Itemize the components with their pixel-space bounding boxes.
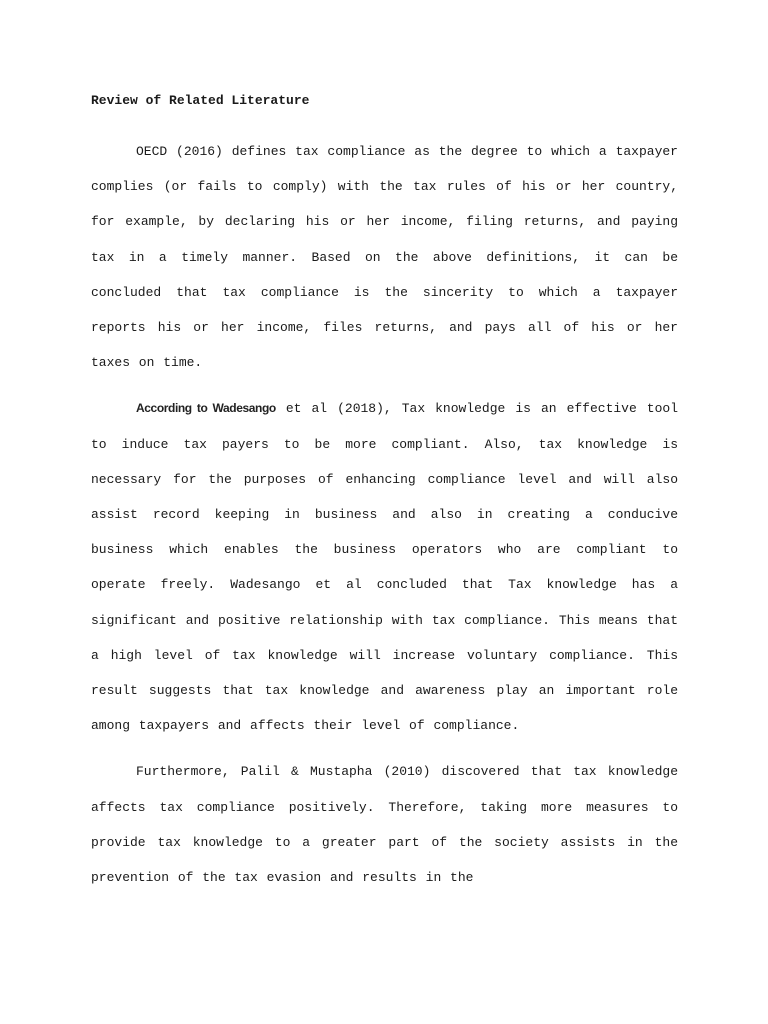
document-body — [91, 88, 678, 906]
section-heading: Review of Related Literature — [91, 93, 310, 108]
paragraph-palil-mustapha: Furthermore, Palil & Mustapha (2010) discovered that tax knowledge affects tax compliance positively. Therefore, taking more measures to provide tax knowledge to a greater part of the society assists in the prevention of the tax evasion and results in the — [91, 764, 678, 886]
paragraph-oecd: OECD (2016) defines tax compliance as the degree to which a taxpayer complies (or fails to comply) with the tax rules of his or her country, for example, by declaring his or her income, filing returns, and paying tax in a timely manner. Based on the above definitions, it can be concluded that tax compliance is the sincerity to which a taxpayer reports his or her income, files returns, and pays all of his or her taxes on time. — [91, 144, 678, 371]
paragraph-wadesango — [91, 391, 678, 743]
paragraph-lead-phrase: According to Wadesango — [136, 401, 276, 416]
paragraph-wadesango-text: et al (2018), Tax knowledge is an effective tool to induce tax payers to be more compliant. Also, tax knowledge is necessary for the purposes of enhancing compliance level and will also assist record keeping in business and also in creating a conducive business which enables the business operators who are compliant to operate freely. Wadesango et al concluded that Tax knowledge has a significant and positive relationship with tax compliance. This means that a high level of tax knowledge will increase voluntary compliance. This result suggests that tax knowledge and awareness play an important role among taxpayers and affects their level of compliance. — [91, 401, 679, 734]
